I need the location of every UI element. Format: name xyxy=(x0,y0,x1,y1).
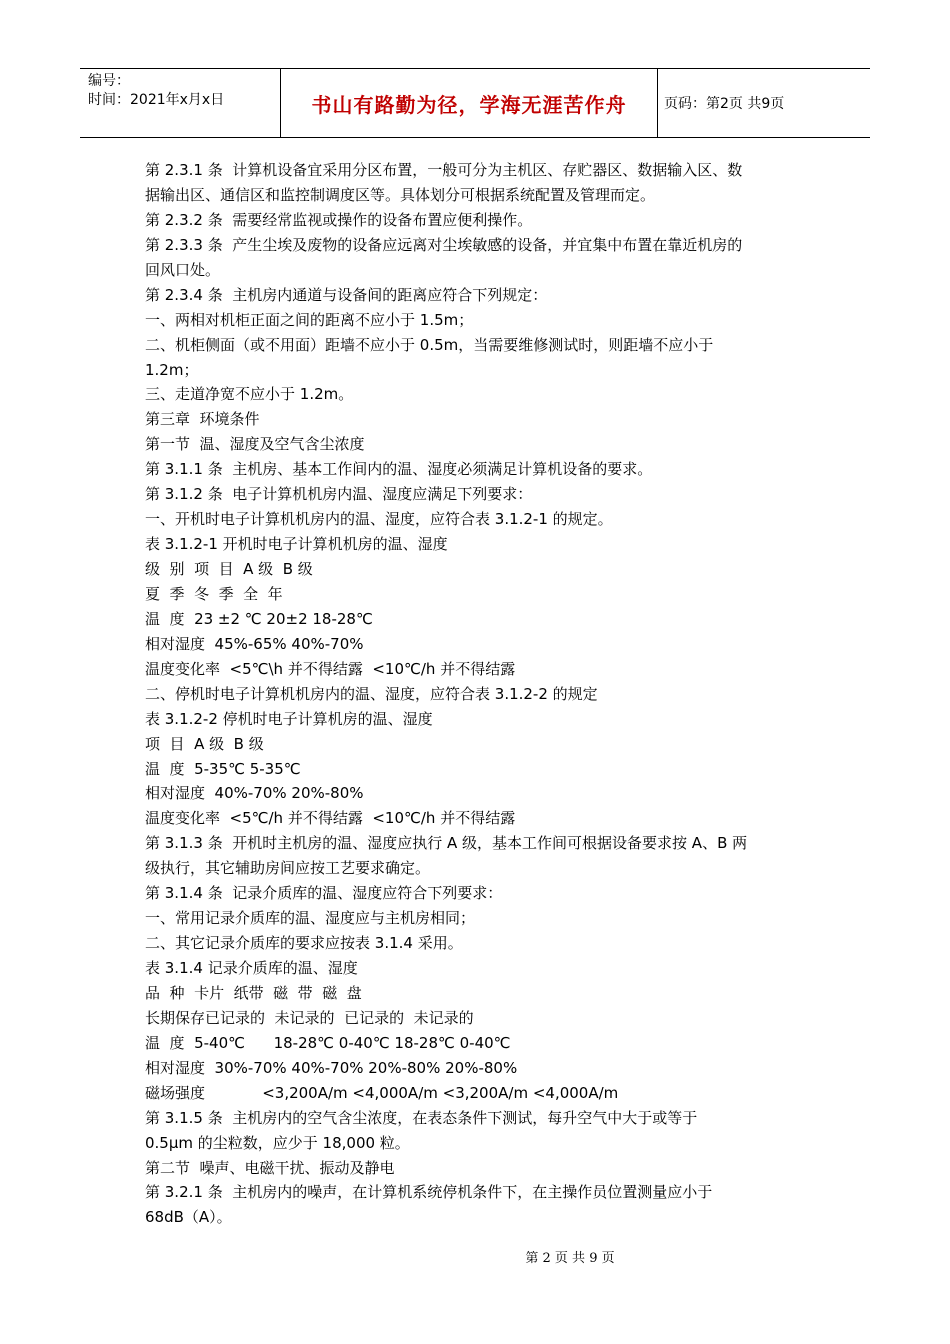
body-line: 1.2m； xyxy=(145,360,199,379)
body-line: 夏 季 冬 季 全 年 xyxy=(145,584,283,603)
body-line: 温度变化率 <5℃/h 并不得结露 <10℃/h 并不得结露 xyxy=(145,809,516,828)
body-line: 据输出区、通信区和监控制调度区等。具体划分可根据系统配置及管理而定。 xyxy=(145,185,656,204)
body-line: 相对湿度 45%-65% 40%-70% xyxy=(145,634,364,653)
page-header xyxy=(80,68,870,138)
body-line: 一、两相对机柜正面之间的距离不应小于 1.5m； xyxy=(145,310,474,329)
body-line: 一、开机时电子计算机机房内的温、湿度，应符合表 3.1.2-1 的规定。 xyxy=(145,510,613,529)
header-motto: 书山有路勤为径，学海无涯苦作舟 xyxy=(311,92,627,117)
body-line: 长期保存已记录的 未记录的 已记录的 未记录的 xyxy=(145,1008,474,1027)
body-line: 相对湿度 30%-70% 40%-70% 20%-80% 20%-80% xyxy=(145,1058,518,1077)
body-line: 三、走道净宽不应小于 1.2m。 xyxy=(145,385,354,404)
body-line: 温 度 23 ±2 ℃ 20±2 18-28℃ xyxy=(145,609,373,628)
body-line: 级执行，其它辅助房间应按工艺要求确定。 xyxy=(145,859,431,878)
document-date-label: 时间：2021年x月x日 xyxy=(88,92,225,108)
body-line: 相对湿度 40%-70% 20%-80% xyxy=(145,784,364,803)
body-line: 第一节 温、湿度及空气含尘浓度 xyxy=(145,435,365,454)
body-line: 68dB（A）。 xyxy=(145,1208,232,1227)
body-line: 磁场强度 <3,200A/m <4,000A/m <3,200A/m <4,000A/m xyxy=(145,1083,619,1102)
body-line: 第 2.3.3 条 产生尘埃及废物的设备应远离对尘埃敏感的设备，并宜集中布置在靠近机房的 xyxy=(145,235,743,254)
document-number-label: 编号： xyxy=(88,73,130,89)
body-line: 第 3.1.1 条 主机房、基本工作间内的温、湿度必须满足计算机设备的要求。 xyxy=(145,460,653,479)
body-line: 项 目 A 级 B 级 xyxy=(145,734,264,753)
body-line: 级 别 项 目 A 级 B 级 xyxy=(145,560,313,578)
body-line: 0.5μm 的尘粒数，应少于 18,000 粒。 xyxy=(145,1133,410,1152)
body-line: 第三章 环境条件 xyxy=(145,410,260,429)
body-line: 回风口处。 xyxy=(145,260,221,279)
body-line: 第 2.3.2 条 需要经常监视或操作的设备布置应便利操作。 xyxy=(145,210,533,229)
body-line: 品 种 卡片 纸带 磁 带 磁 盘 xyxy=(145,983,362,1002)
body-line: 第 3.1.3 条 开机时主机房的温、湿度应执行 A 级，基本工作间可根据设备要求按 A、B 两 xyxy=(145,834,748,853)
body-line: 表 3.1.2-2 停机时电子计算机房的温、湿度 xyxy=(145,709,433,728)
body-line: 二、机柜侧面（或不用面）距墙不应小于 0.5m，当需要维修测试时，则距墙不应小于 xyxy=(145,335,714,354)
body-line: 温 度 5-40℃ 18-28℃ 0-40℃ 18-28℃ 0-40℃ xyxy=(145,1033,511,1052)
body-line: 第二节 噪声、电磁干扰、振动及静电 xyxy=(145,1158,395,1177)
body-line: 第 2.3.4 条 主机房内通道与设备间的距离应符合下列规定： xyxy=(145,285,548,304)
body-line: 第 3.1.2 条 电子计算机机房内温、湿度应满足下列要求： xyxy=(145,485,533,504)
document-body xyxy=(145,158,810,1230)
body-line: 二、停机时电子计算机机房内的温、湿度，应符合表 3.1.2-2 的规定 xyxy=(145,684,598,703)
body-line: 温 度 5-35℃ 5-35℃ xyxy=(145,759,301,778)
body-line: 表 3.1.2-1 开机时电子计算机机房的温、湿度 xyxy=(145,535,448,554)
header-info-cell xyxy=(80,69,281,137)
page-footer xyxy=(0,1247,950,1266)
header-page-cell xyxy=(658,69,870,137)
body-line: 第 2.3.1 条 计算机设备宜采用分区布置，一般可分为主机区、存贮器区、数据输入区、数 xyxy=(145,161,743,179)
body-line: 表 3.1.4 记录介质库的温、湿度 xyxy=(145,959,358,977)
header-motto-cell xyxy=(281,69,658,137)
body-line: 第 3.1.5 条 主机房内的空气含尘浓度，在表态条件下测试，每升空气中大于或等于 xyxy=(145,1108,698,1127)
body-line: 第 3.2.1 条 主机房内的噪声，在计算机系统停机条件下，在主操作员位置测量应小于 xyxy=(145,1183,713,1202)
body-line: 温度变化率 <5℃\h 并不得结露 <10℃/h 并不得结露 xyxy=(145,659,516,678)
footer-page-number: 第 2 页 共 9 页 xyxy=(525,1251,615,1266)
body-line: 二、其它记录介质库的要求应按表 3.1.4 采用。 xyxy=(145,934,463,953)
header-page-number: 页码：第2页 共9页 xyxy=(664,96,785,112)
body-line: 第 3.1.4 条 记录介质库的温、湿度应符合下列要求： xyxy=(145,884,503,903)
body-line: 一、常用记录介质库的温、湿度应与主机房相同； xyxy=(145,909,476,928)
